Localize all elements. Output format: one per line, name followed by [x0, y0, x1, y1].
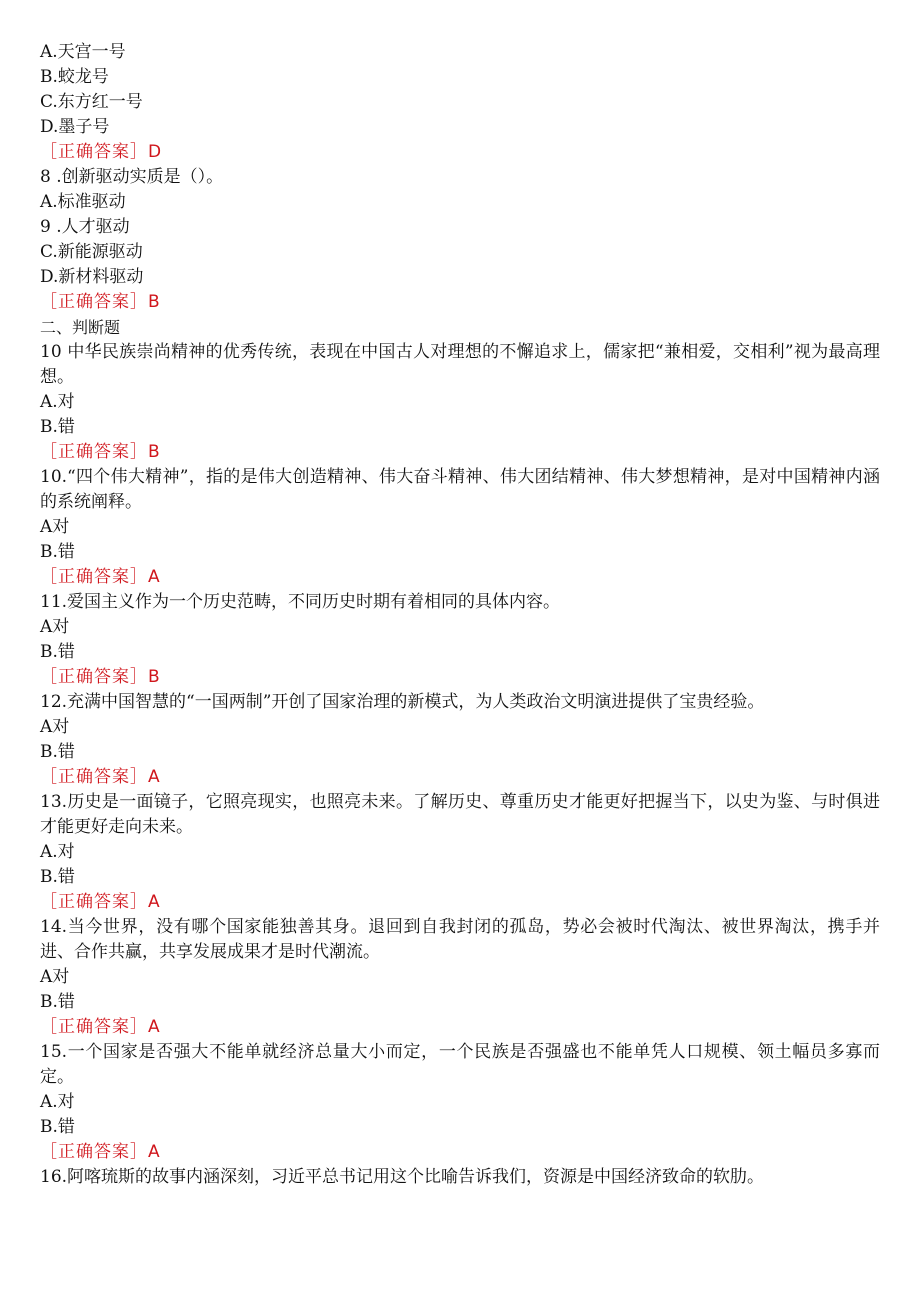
option-line: A.标准驱动 [40, 192, 126, 212]
option-line: A.天宫一号 [40, 42, 126, 62]
option-line: B.错 [40, 642, 75, 662]
option-line: B.错 [40, 992, 75, 1012]
option-line: B.错 [40, 417, 75, 437]
question-text: 10 中华民族崇尚精神的优秀传统，表现在中国古人对理想的不懈追求上，儒家把“兼相爱，交相利”视为最高理想。 [40, 342, 880, 387]
correct-answer: ［正确答案］B [40, 667, 161, 687]
option-line: A对 [40, 617, 70, 637]
section-heading: 二、判断题 [40, 318, 121, 337]
option-line: A对 [40, 517, 70, 537]
correct-answer: ［正确答案］D [40, 142, 163, 162]
option-line: B.蛟龙号 [40, 67, 109, 87]
correct-answer: ［正确答案］A [40, 1142, 161, 1162]
correct-answer: ［正确答案］B [40, 292, 161, 312]
option-line: D.墨子号 [40, 117, 110, 137]
option-line: C.新能源驱动 [40, 242, 143, 262]
option-line: B.错 [40, 542, 75, 562]
correct-answer: ［正确答案］A [40, 767, 161, 787]
option-line: B.错 [40, 867, 75, 887]
question-text: 14.当今世界，没有哪个国家能独善其身。退回到自我封闭的孤岛，势必会被时代淘汰、被世界淘汰，携手并进、合作共赢，共享发展成果才是时代潮流。 [40, 917, 880, 962]
option-line: A.对 [40, 842, 75, 862]
question-text: 8 .创新驱动实质是（）。 [40, 167, 224, 187]
option-line: B.错 [40, 742, 75, 762]
option-line: A.对 [40, 392, 75, 412]
question-text: 15.一个国家是否强大不能单就经济总量大小而定，一个民族是否强盛也不能单凭人口规模、领土幅员多寡而定。 [40, 1042, 880, 1087]
correct-answer: ［正确答案］A [40, 567, 161, 587]
question-text: 13.历史是一面镜子，它照亮现实，也照亮未来。了解历史、尊重历史才能更好把握当下，以史为鉴、与时俱进才能更好走向未来。 [40, 792, 880, 837]
question-text: 10.“四个伟大精神”，指的是伟大创造精神、伟大奋斗精神、伟大团结精神、伟大梦想精神，是对中国精神内涵的系统阐释。 [40, 467, 880, 512]
option-line: 9 .人才驱动 [40, 217, 130, 237]
correct-answer: ［正确答案］A [40, 892, 161, 912]
correct-answer: ［正确答案］B [40, 442, 161, 462]
option-line: A对 [40, 967, 70, 987]
question-text: 12.充满中国智慧的“一国两制”开创了国家治理的新模式，为人类政治文明演进提供了宝贵经验。 [40, 692, 765, 712]
option-line: B.错 [40, 1117, 75, 1137]
document-body [40, 40, 880, 1190]
question-text: 16.阿喀琉斯的故事内涵深刻，习近平总书记用这个比喻告诉我们，资源是中国经济致命的软肋。 [40, 1167, 765, 1187]
option-line: A对 [40, 717, 70, 737]
option-line: A.对 [40, 1092, 75, 1112]
option-line: D.新材料驱动 [40, 267, 144, 287]
correct-answer: ［正确答案］A [40, 1017, 161, 1037]
question-text: 11.爱国主义作为一个历史范畴，不同历史时期有着相同的具体内容。 [40, 592, 561, 612]
option-line: C.东方红一号 [40, 92, 143, 112]
